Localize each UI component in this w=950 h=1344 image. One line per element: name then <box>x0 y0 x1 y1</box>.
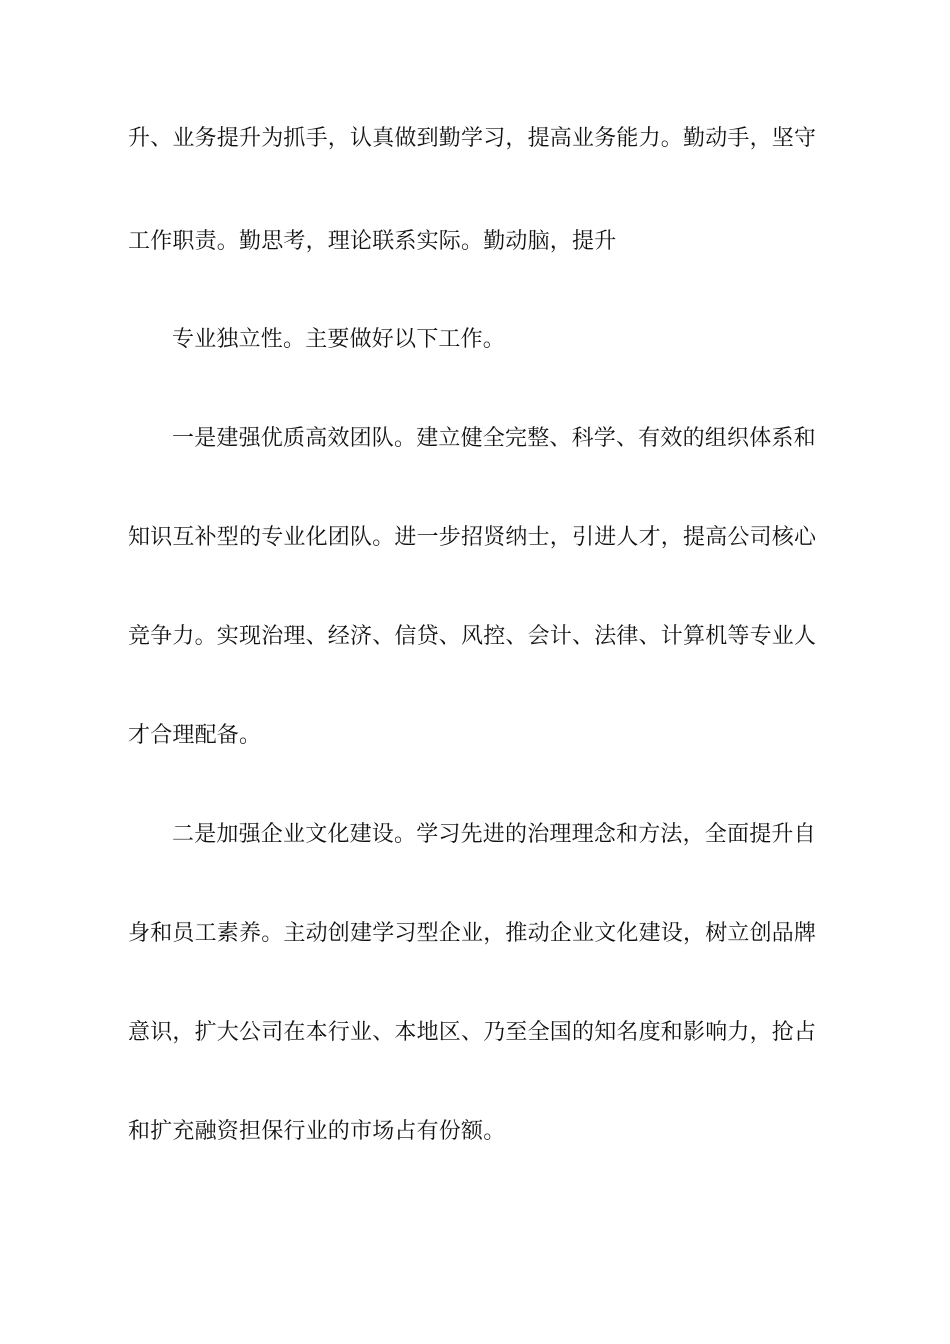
text-line: 专业独立性。主要做好以下工作。 <box>172 327 506 352</box>
text-line: 和扩充融资担保行业的市场占有份额。 <box>128 1119 506 1144</box>
paragraph-start-line: 一是建强优质高效团队。建立健全完整、科学、有效的组织体系和 <box>172 426 816 451</box>
text-line: 意识，扩大公司在本行业、本地区、乃至全国的知名度和影响力，抢占 <box>128 1020 817 1045</box>
text-line: 才合理配备。 <box>128 723 262 748</box>
text-line: 知识互补型的专业化团队。进一步招贤纳士，引进人才，提高公司核心 <box>128 525 817 550</box>
text-line: 身和员工素养。主动创建学习型企业，推动企业文化建设，树立创品牌 <box>128 921 817 946</box>
paragraph-start-line: 二是加强企业文化建设。学习先进的治理理念和方法，全面提升自 <box>172 822 816 847</box>
text-line: 工作职责。勤思考，理论联系实际。勤动脑，提升 <box>128 229 617 254</box>
text-line: 升、业务提升为抓手，认真做到勤学习，提高业务能力。勤动手，坚守 <box>128 126 817 151</box>
text-line: 竞争力。实现治理、经济、信贷、风控、会计、法律、计算机等专业人 <box>128 624 817 649</box>
